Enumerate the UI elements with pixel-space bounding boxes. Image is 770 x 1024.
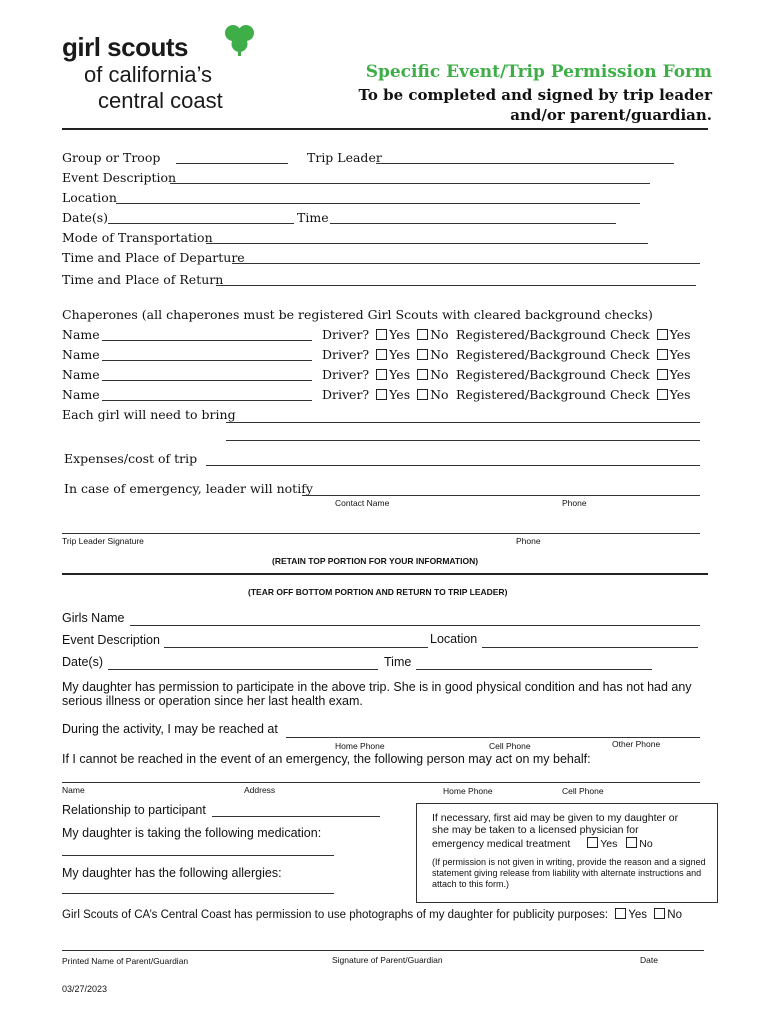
dates-label: Date(s) <box>62 210 109 225</box>
driver-group <box>322 387 449 402</box>
emergency-contact-field[interactable] <box>302 495 700 496</box>
parent-signature-line[interactable] <box>62 950 704 951</box>
driver-no-checkbox[interactable] <box>417 369 428 380</box>
event-description-field-2[interactable] <box>164 647 428 648</box>
header-divider <box>62 128 708 130</box>
registered-yes-checkbox[interactable] <box>657 389 668 400</box>
chaperone-name-field[interactable] <box>102 360 312 361</box>
cell-phone-caption: Cell Phone <box>489 741 531 751</box>
tear-divider <box>62 573 708 575</box>
home-phone-caption-2: Home Phone <box>443 786 493 796</box>
photo-yes-checkbox[interactable] <box>615 908 626 919</box>
yes-label: Yes <box>389 367 411 382</box>
dates-label-2: Date(s) <box>62 655 103 669</box>
tear-notice: (TEAR OFF BOTTOM PORTION AND RETURN TO TRIP LEADER) <box>248 587 508 597</box>
location-label: Location <box>62 190 117 205</box>
cell-phone-caption-2: Cell Phone <box>562 786 604 796</box>
permission-text-2: serious illness or operation since her last health exam. <box>62 694 363 708</box>
form-revision-date: 03/27/2023 <box>62 984 108 994</box>
registered-label: Registered/Background Check <box>456 387 650 402</box>
relationship-label: Relationship to participant <box>62 803 206 817</box>
medication-field[interactable] <box>62 855 334 856</box>
no-label: No <box>639 838 653 850</box>
form-subtitle-1: To be completed and signed by trip leader <box>358 86 712 104</box>
driver-label: Driver? <box>322 347 370 362</box>
driver-yes-checkbox[interactable] <box>376 389 387 400</box>
registered-group <box>456 347 691 362</box>
emergency-label: In case of emergency, leader will notify <box>64 481 313 496</box>
photo-no-checkbox[interactable] <box>654 908 665 919</box>
first-aid-text-1: If necessary, first aid may be given to my daughter or <box>432 812 679 824</box>
chaperone-name-field[interactable] <box>102 400 312 401</box>
name-label: Name <box>62 387 100 402</box>
time-label-2: Time <box>384 655 412 669</box>
driver-yes-checkbox[interactable] <box>376 329 387 340</box>
address-caption: Address <box>244 785 276 795</box>
registered-yes-checkbox[interactable] <box>657 329 668 340</box>
logo-line1: girl scouts <box>62 32 188 62</box>
photo-consent-text: Girl Scouts of CA’s Central Coast has permission to use photographs of my daughter for publicity purposes: <box>62 909 609 921</box>
name-caption: Name <box>62 785 85 795</box>
first-aid-note: (If permission is not given in writing, provide the reason and a signed statement giving release from liability with alternate instructions and attach to this form.) <box>432 857 706 889</box>
cannot-reach-label: If I cannot be reached in the event of an emergency, the following person may act on my behalf: <box>62 752 591 766</box>
chaperones-heading: Chaperones (all chaperones must be registered Girl Scouts with cleared background checks) <box>62 307 653 322</box>
reached-label: During the activity, I may be reached at <box>62 722 278 736</box>
reached-phone-field[interactable] <box>286 737 700 738</box>
photo-consent <box>62 908 682 921</box>
driver-label: Driver? <box>322 327 370 342</box>
dates-field[interactable] <box>108 223 294 224</box>
driver-no-checkbox[interactable] <box>417 329 428 340</box>
driver-no-checkbox[interactable] <box>417 349 428 360</box>
return-label: Time and Place of Return <box>62 272 224 287</box>
girls-name-field[interactable] <box>130 625 700 626</box>
registered-yes-checkbox[interactable] <box>657 349 668 360</box>
yes-label: Yes <box>600 838 618 850</box>
departure-label: Time and Place of Departure <box>62 250 245 265</box>
medication-label: My daughter is taking the following medication: <box>62 826 322 840</box>
first-aid-text-3: emergency medical treatment <box>432 838 571 850</box>
driver-no-checkbox[interactable] <box>417 389 428 400</box>
registered-group <box>456 367 691 382</box>
retain-notice: (RETAIN TOP PORTION FOR YOUR INFORMATION) <box>272 556 479 566</box>
location-field-2[interactable] <box>482 647 698 648</box>
time-field-2[interactable] <box>416 669 652 670</box>
registered-label: Registered/Background Check <box>456 367 650 382</box>
alternate-contact-field[interactable] <box>62 782 700 783</box>
date-caption: Date <box>640 955 658 965</box>
name-label: Name <box>62 327 100 342</box>
first-aid-box <box>416 803 718 903</box>
registered-group <box>456 387 691 402</box>
transport-field[interactable] <box>206 243 648 244</box>
yes-label: Yes <box>669 327 691 342</box>
chaperone-name-field[interactable] <box>102 380 312 381</box>
location-field[interactable] <box>116 203 640 204</box>
location-label-2: Location <box>430 632 478 646</box>
permission-text-1: My daughter has permission to participate in the above trip. She is in good physical condition and has not had any <box>62 680 692 694</box>
dates-field-2[interactable] <box>108 669 378 670</box>
girls-name-label: Girls Name <box>62 611 125 625</box>
chaperone-row <box>62 327 100 342</box>
no-label: No <box>430 367 449 382</box>
yes-label: Yes <box>669 387 691 402</box>
form-subtitle-2: and/or parent/guardian. <box>510 106 712 124</box>
bring-field-1[interactable] <box>226 422 700 423</box>
trefoil-icon <box>222 22 256 56</box>
expenses-field[interactable] <box>206 465 700 466</box>
trip-leader-field[interactable] <box>376 163 674 164</box>
departure-field[interactable] <box>232 263 700 264</box>
group-troop-label: Group or Troop <box>62 150 161 165</box>
return-field[interactable] <box>216 285 696 286</box>
yes-label: Yes <box>669 347 691 362</box>
first-aid-consent <box>432 837 712 851</box>
chaperone-name-field[interactable] <box>102 340 312 341</box>
leader-phone-caption: Phone <box>516 536 541 546</box>
home-phone-caption: Home Phone <box>335 741 385 751</box>
driver-label: Driver? <box>322 387 370 402</box>
time-field[interactable] <box>330 223 616 224</box>
registered-group <box>456 327 691 342</box>
yes-label: Yes <box>669 367 691 382</box>
contact-name-caption: Contact Name <box>335 498 390 508</box>
no-label: No <box>430 327 449 342</box>
yes-label: Yes <box>389 327 411 342</box>
driver-label: Driver? <box>322 367 370 382</box>
name-label: Name <box>62 367 100 382</box>
first-aid-yes-checkbox[interactable] <box>587 837 598 848</box>
allergies-label: My daughter has the following allergies: <box>62 866 282 880</box>
leader-signature-field[interactable] <box>62 533 700 534</box>
event-description-label-2: Event Description <box>62 633 160 647</box>
other-phone-caption: Other Phone <box>612 739 661 749</box>
trip-leader-label: Trip Leader <box>307 150 382 165</box>
form-title: Specific Event/Trip Permission Form <box>365 62 712 82</box>
printed-name-caption: Printed Name of Parent/Guardian <box>62 956 189 966</box>
driver-group <box>322 327 449 342</box>
event-description-label: Event Description <box>62 170 177 185</box>
registered-label: Registered/Background Check <box>456 327 650 342</box>
logo-line2: of california’s <box>84 62 212 87</box>
driver-yes-checkbox[interactable] <box>376 349 387 360</box>
registered-label: Registered/Background Check <box>456 347 650 362</box>
group-troop-field[interactable] <box>176 163 288 164</box>
name-label: Name <box>62 347 100 362</box>
event-description-field[interactable] <box>170 183 650 184</box>
logo-line3: central coast <box>98 88 223 113</box>
driver-group <box>322 347 449 362</box>
first-aid-no-checkbox[interactable] <box>626 837 637 848</box>
no-label: No <box>430 347 449 362</box>
time-label: Time <box>297 210 329 225</box>
registered-yes-checkbox[interactable] <box>657 369 668 380</box>
relationship-field[interactable] <box>212 816 380 817</box>
no-label: No <box>430 387 449 402</box>
no-label: No <box>667 909 682 921</box>
logo <box>62 22 262 114</box>
first-aid-text-2: she may be taken to a licensed physician for <box>432 824 639 836</box>
expenses-label: Expenses/cost of trip <box>64 451 198 466</box>
chaperone-row <box>62 347 100 362</box>
chaperone-row <box>62 367 100 382</box>
allergies-field[interactable] <box>62 893 334 894</box>
leader-signature-caption: Trip Leader Signature <box>62 536 144 546</box>
signature-caption: Signature of Parent/Guardian <box>332 955 443 965</box>
driver-group <box>322 367 449 382</box>
bring-label: Each girl will need to bring <box>62 407 236 422</box>
driver-yes-checkbox[interactable] <box>376 369 387 380</box>
chaperone-row <box>62 387 100 402</box>
yes-label: Yes <box>628 909 648 921</box>
phone-caption: Phone <box>562 498 587 508</box>
transport-label: Mode of Transportation <box>62 230 213 245</box>
yes-label: Yes <box>389 387 411 402</box>
yes-label: Yes <box>389 347 411 362</box>
bring-field-2[interactable] <box>226 440 700 441</box>
